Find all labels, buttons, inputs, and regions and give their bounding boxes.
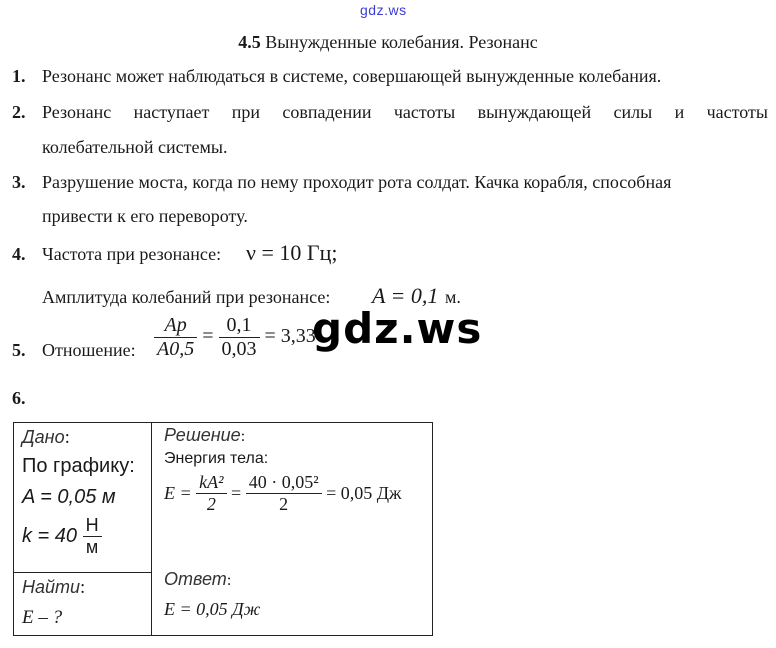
ratio-numeric-denominator: 0,03 [219,337,260,361]
ratio-fraction-symbolic [154,314,197,361]
item-4-frequency-value: ν = 10 Гц; [246,240,338,265]
ratio-numerator: Ap [164,314,187,336]
item-number-5: 5. [12,340,26,360]
item-number-6: 6. [12,388,26,408]
equation-lhs: E = [164,483,192,503]
solution-label: Решение [164,425,241,445]
item-4-amplitude-label: Амплитуда колебаний при резонансе: [42,287,331,307]
watermark-center: gdz.ws [312,304,483,353]
item-number-4: 4. [12,244,26,264]
equation-f2-top: 40 · 0,05² [248,472,319,492]
item-2-line-2: колебательной системы. [42,137,228,157]
section-title [0,32,776,53]
ratio-formula: $\frac{Ap}{A0,5}$ = $\frac{0,1}{0,03}$ = 3,33 [154,314,316,361]
item-2-line-1: Резонанс наступает при совпадении частоты вынуждающей силы и частоты [42,102,768,122]
item-3-line-2: привести к его перевороту. [42,206,248,226]
given-label: Дано [22,427,65,447]
item-number-2: 2. [12,102,26,122]
section-number: 4.5 [238,32,261,52]
item-1-line-1: Резонанс может наблюдаться в системе, совершающей вынужденные колебания. [42,66,662,86]
stiffness-unit-top: Н [85,515,99,535]
equation-f2-bottom: 2 [246,493,322,515]
find-label: Найти [22,577,81,597]
equation-f1-bottom: 2 [196,493,226,515]
equation-fraction-symbolic [196,472,226,515]
item-3-line-1: Разрушение моста, когда по нему проходит рота солдат. Качка корабля, способная [42,172,672,192]
ratio-denominator: A0,5 [154,337,197,361]
item-4-amplitude-value: A = 0,1 [372,283,439,308]
stiffness-unit-bottom: м [83,536,102,558]
energy-label: Энергия тела: [164,450,269,467]
ratio-numeric-numerator: 0,1 [226,314,252,336]
answer-colon: : [226,572,232,589]
find-colon: : [80,577,86,598]
solution-table [13,422,433,636]
solution-colon: : [240,428,246,445]
equation-result: = 0,05 Дж [326,483,402,503]
energy-equation: E = $\frac{\text{kA²}}{2}$ = $\frac{\text{40 · 0,05²}}{2}$ = 0,05 Дж [164,472,402,514]
ratio-fraction-numeric [219,314,260,361]
item-number-1: 1. [12,66,26,86]
solution-cell [152,423,433,636]
equation-f1-top: kA² [199,472,224,492]
stiffness-unit [83,515,102,558]
section-title-text: Вынужденные колебания. Резонанс [265,32,538,52]
item-5-label: Отношение: [42,340,136,360]
given-graph-note: По графику: [22,455,135,477]
item-4-frequency-label: Частота при резонансе: [42,244,222,264]
answer-label: Ответ [164,569,227,589]
equation-fraction-numeric [246,472,322,515]
given-stiffness: k = 40 [22,525,78,547]
find-cell [14,573,152,636]
item-number-3: 3. [12,172,26,192]
given-colon: : [64,427,70,448]
find-value: E – ? [22,607,63,628]
item-4-amplitude-unit: м. [445,287,461,307]
answer-value: E = 0,05 Дж [164,599,261,619]
watermark-top: gdz.ws [360,2,407,18]
given-amplitude: A = 0,05 м [22,486,116,508]
given-cell [14,423,152,573]
ratio-result: = 3,33 [264,325,316,348]
